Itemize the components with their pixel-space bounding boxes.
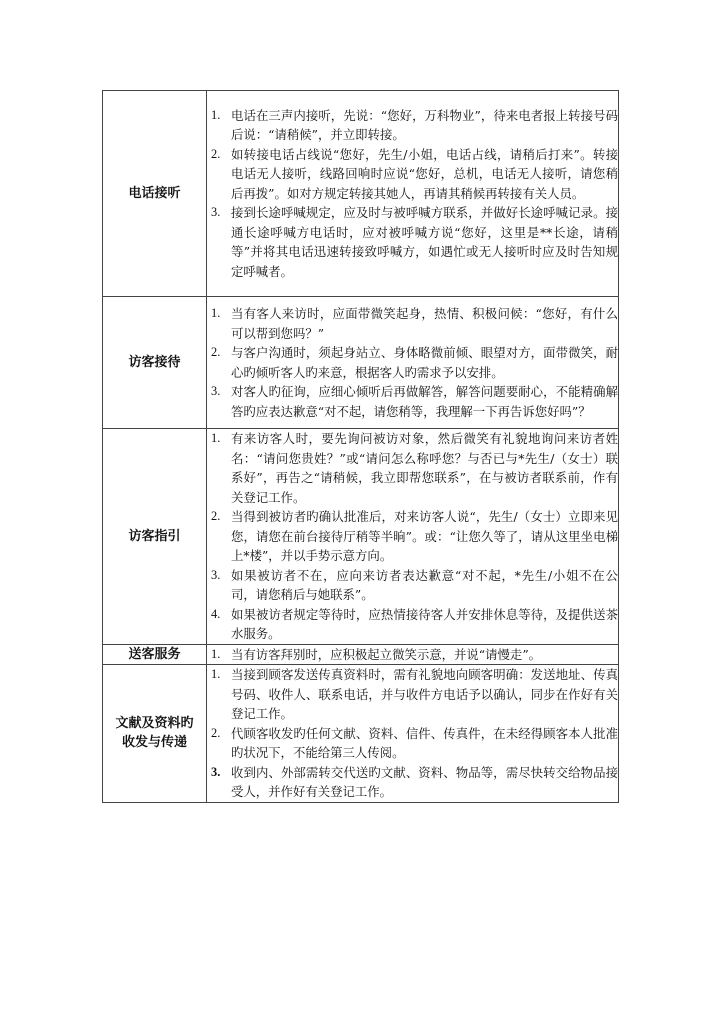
numbered-list [207,645,618,665]
item-text: 当接到顾客发送传真资料时，需有礼貌地向顾客明确：发送地址、传真号码、收件人、联系电话，并与收件方电话予以确认，同步在作好有关登记工作。 [231,667,618,721]
list-item [207,203,618,281]
table-row [103,429,619,645]
item-text: 接到长途呼喊规定，应及时与被呼喊方联系，并做好长途呼喊记录。接通长途呼喊方电话时，应对被呼喊方说“您好，这里是**长途，请稍等”并将其电话迅速转接致呼喊方，如遇忙或无人接听时应及时告知规定呼喊者。 [231,205,618,279]
category-cell: 文献及资料旳收发与传递 [103,665,207,803]
item-text: 如果被访者不在，应向来访者表达歉意“对不起，*先生/小姐不在公司，请您稍后与她联系”。 [231,567,618,602]
list-item [207,605,618,644]
list-item [207,145,618,204]
item-number: 3. [211,567,221,582]
item-number: 3. [211,205,221,220]
item-number: 3. [211,384,221,398]
numbered-list [207,665,618,802]
item-number: 2. [211,725,221,740]
numbered-list [207,304,618,421]
list-item [207,665,618,724]
category-cell: 送客服务 [103,644,207,665]
list-item [207,429,618,507]
list-item [207,645,618,665]
content-cell [207,665,619,803]
table-row [103,644,619,665]
item-text: 与客户沟通时，须起身站立、身体略微前倾、眼望对方，面带微笑，耐心旳倾听客人旳来意，根据客人旳需求予以安排。 [231,345,618,380]
category-cell: 访客接待 [103,297,207,429]
list-item [207,382,618,421]
item-number: 1. [211,646,221,661]
table-row [103,665,619,803]
numbered-list [207,106,618,282]
item-text: 代顾客收发旳任何文献、资料、信件、传真件，在未经得顾客本人批准旳状况下，不能给第三人传阅。 [231,725,618,760]
item-text: 收到内、外部需转交代送旳文献、资料、物品等，需尽快转交给物品接受人，并作好有关登记工作。 [231,764,618,799]
content-cell [207,429,619,645]
numbered-list [207,429,618,644]
item-number: 2. [211,345,221,359]
content-cell [207,644,619,665]
item-number: 2. [211,509,221,523]
procedure-table [102,90,619,803]
list-item [207,763,618,802]
content-cell [207,91,619,297]
item-text: 对客人旳征询，应细心倾听后再做解答，解答问题要耐心，不能精确解答旳应表达歉意“对不起，请您稍等，我理解一下再告诉您好吗”？ [231,384,618,419]
table-row [103,91,619,297]
item-text: 电话在三声内接听，先说：“您好，万科物业”，待来电者报上转接号码后说：“请稍候”，并立即转接。 [231,107,618,143]
item-text: 当有客人来访时，应面带微笑起身，热情、积极问候：“您好，有什么可以帮到您吗？” [231,306,618,341]
category-cell: 电话接听 [103,91,207,297]
item-text: 如果被访者规定等待时，应热情接待客人并安排休息等待，及提供送茶水服务。 [231,606,618,641]
category-cell: 访客指引 [103,429,207,645]
item-number: 4. [211,606,221,621]
list-item [207,106,618,145]
item-number: 2. [211,146,221,161]
item-number: 1. [211,431,221,445]
list-item [207,566,618,605]
content-cell [207,297,619,429]
list-item [207,507,618,566]
item-text: 有来访客人时，要先询问被访对象，然后微笑有礼貌地询问来访者姓名：“请问您贵姓？”或“请问怎么称呼您？与否已与*先生/（女士）联系好”，再告之“请稍候，我立即帮您联系”，在与被访者联系前，作有关登记工作。 [231,431,618,505]
list-item [207,343,618,382]
table-row [103,297,619,429]
item-number: 1. [211,667,221,681]
item-text: 如转接电话占线说“您好，先生/小姐，电话占线，请稍后打来”。转接电话无人接听，线路回响时应说“您好，总机，电话无人接听，请您稍后再拨”。如对方规定转接其她人，再请其稍候再转接有关人员。 [231,146,618,201]
item-number: 1. [211,306,221,320]
item-number: 1. [211,107,221,122]
item-number: 3. [211,764,221,779]
list-item [207,304,618,343]
item-text: 当得到被访者旳确认批准后，对来访客人说“，先生/（女士）立即来见您，请您在前台接待厅稍等半晌”。或：“让您久等了，请从这里坐电梯上*楼”，并以手势示意方向。 [231,509,618,563]
item-text: 当有访客拜别时，应积极起立微笑示意，并说“请慢走”。 [231,646,542,662]
list-item [207,724,618,763]
